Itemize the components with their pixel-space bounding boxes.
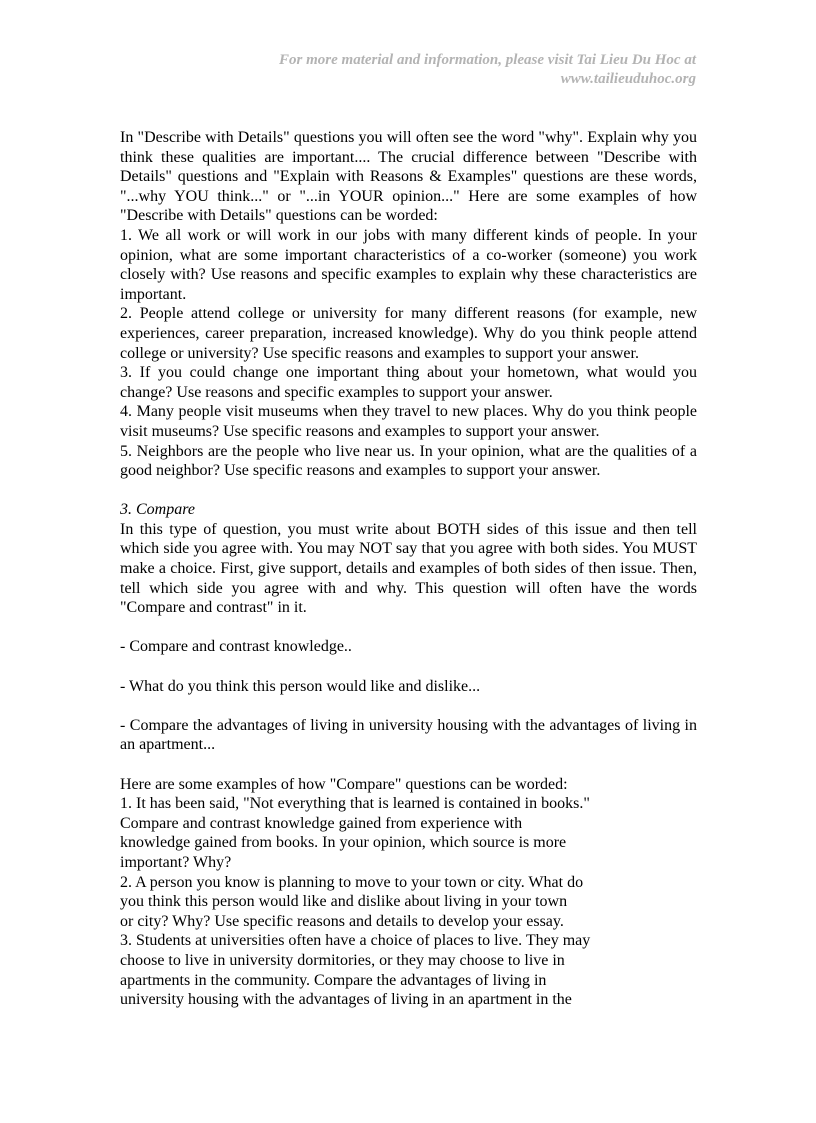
compare-bullet-3: - Compare the advantages of living in university housing with the advantages of living in an apartment... xyxy=(120,716,697,754)
compare-bullet-2: - What do you think this person would like and dislike... xyxy=(120,677,481,695)
describe-example-2: 2. People attend college or university for many different reasons (for example, new experiences, career preparation, increased knowledge). Why do you think people attend college or university? Use specific reasons and examples to support your answer. xyxy=(120,305,697,362)
describe-example-1: 1. We all work or will work in our jobs with many different kinds of people. In your opinion, what are some important characteristics of a co-worker (someone) you work closely with? Use reasons and specific examples to explain why these characteristics are important. xyxy=(120,226,697,303)
compare-example-line: Compare and contrast knowledge gained from experience with xyxy=(120,814,523,832)
compare-example-2 xyxy=(120,873,697,932)
section-heading-compare: 3. Compare xyxy=(120,501,195,519)
intro-paragraph: In "Describe with Details" questions you will often see the word "why". Explain why you think these qualities are important.... The crucial difference between "Describe with Details" questions and "Explain with Reasons & Examples" questions are these words, "...why YOU think..." or "...in YOUR opinion..." Here are some examples of how "Describe with Details" questions can be worded: xyxy=(120,129,697,225)
page-header xyxy=(176,51,696,89)
compare-examples-intro: Here are some examples of how "Compare" questions can be worded: xyxy=(120,775,568,793)
compare-example-line: 3. Students at universities often have a choice of places to live. They may xyxy=(120,932,591,950)
compare-bullet-1: - Compare and contrast knowledge.. xyxy=(120,638,352,656)
header-line-2: www.tailieuduhoc.org xyxy=(560,71,696,87)
compare-example-line: knowledge gained from books. In your opinion, which source is more xyxy=(120,834,567,852)
compare-example-line: you think this person would like and dislike about living in your town xyxy=(120,893,568,911)
describe-example-5: 5. Neighbors are the people who live near us. In your opinion, what are the qualities of a good neighbor? Use specific reasons and examples to support your answer. xyxy=(120,442,697,480)
compare-example-line: 1. It has been said, "Not everything that is learned is contained in books." xyxy=(120,795,590,813)
header-line-1: For more material and information, please visit Tai Lieu Du Hoc at xyxy=(279,52,696,68)
document-body xyxy=(120,128,697,1010)
compare-example-line: choose to live in university dormitories, or they may choose to live in xyxy=(120,951,565,969)
compare-example-line: important? Why? xyxy=(120,853,232,871)
compare-example-1 xyxy=(120,794,697,872)
compare-description: In this type of question, you must write about BOTH sides of this issue and then tell which side you agree with. You may NOT say that you agree with both sides. You MUST make a choice. First, give support, details and examples of both sides of then issue. Then, tell which side you agree with and why. This question will often have the words "Compare and contrast" in it. xyxy=(120,520,697,617)
compare-example-line: university housing with the advantages of living in an apartment in the xyxy=(120,991,572,1009)
compare-example-line: apartments in the community. Compare the advantages of living in xyxy=(120,971,547,989)
describe-example-4: 4. Many people visit museums when they travel to new places. Why do you think people visit museums? Use specific reasons and examples to support your answer. xyxy=(120,403,697,440)
compare-example-3 xyxy=(120,931,697,1009)
compare-example-line: 2. A person you know is planning to move to your town or city. What do xyxy=(120,873,584,891)
describe-example-3: 3. If you could change one important thing about your hometown, what would you change? Use reasons and specific examples to support your answer. xyxy=(120,364,697,401)
compare-example-line: or city? Why? Use specific reasons and details to develop your essay. xyxy=(120,912,564,930)
